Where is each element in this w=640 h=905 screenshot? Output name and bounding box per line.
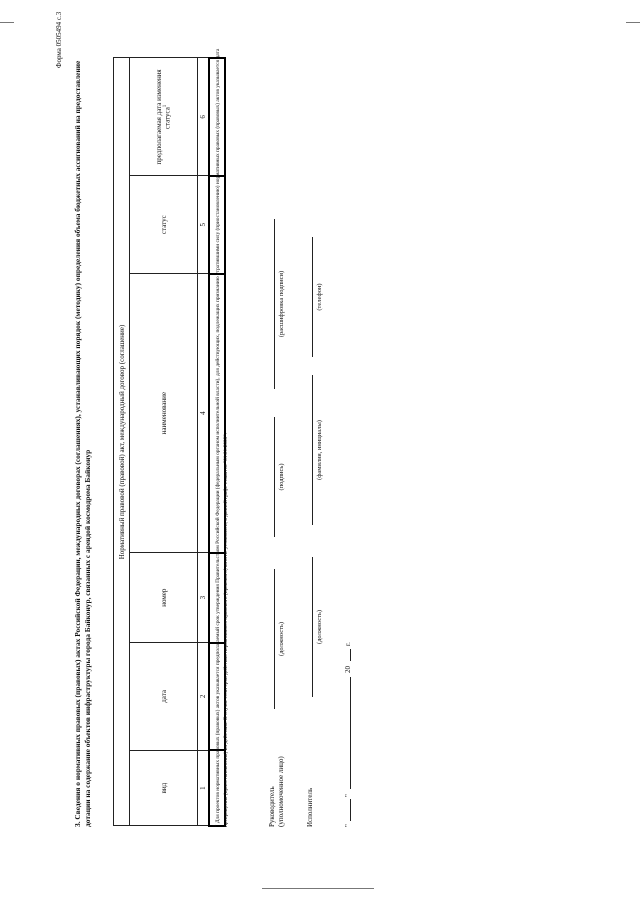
date-day-line[interactable] (350, 799, 351, 821)
executor-name-line[interactable] (312, 375, 313, 525)
footnote (212, 47, 230, 827)
table-group-header: Нормативный правовой (правовой) акт, международный договор (соглашение) (114, 58, 130, 826)
date-month-line[interactable] (350, 677, 351, 789)
date-close-quote: " (344, 794, 352, 797)
column-number: 5 (198, 176, 210, 274)
head-label: Руководитель (268, 786, 276, 827)
section-heading: 3. Сведения о нормативных правовых (правовых) актах Российской Федерации, международных договорах (соглашениях), устанавливающих порядок (методику) определения объема бюджетных ассигнований на предоставление дотации на содержание объектов инфраструктуры города Байконур, связанных с арендой космодрома Байконур (73, 60, 92, 827)
footnote-mark: 1 (163, 104, 169, 108)
executor-phone-caption: (телефон) (316, 283, 323, 311)
footnote-text: Для проектов нормативных правовых (правовых) актов указывается предполагаемый срок утверждения Правительством Российской Федерации (федеральным органом исполнительной власти), для действующих, подлежащих признанию утратившими силу (приостановлению) нормативных правовых (правовых) актов указывается дата прекращения (приостановления) их действия. В случае если срок действия нормативного правового (правового) акта не установлен, в данной графе ставится "01.01.2099". (214, 48, 229, 827)
head-position-line[interactable] (274, 569, 275, 709)
executor-phone-line[interactable] (312, 237, 313, 357)
column-number: 3 (198, 553, 210, 643)
footnote-number: 1 (213, 824, 218, 827)
column-number: 1 (198, 750, 210, 826)
column-header-status: статус (130, 176, 198, 274)
date-year-prefix: 20 (344, 666, 352, 673)
column-header-status-change-date-text: предполагаемая дата изменения статуса (155, 69, 172, 165)
executor-position-line[interactable] (312, 557, 313, 697)
head-decoding-line[interactable] (274, 219, 275, 389)
column-header-name: наименование (130, 274, 198, 553)
executor-name-caption: (фамилия, инициалы) (316, 420, 323, 480)
column-header-number: номер (130, 553, 198, 643)
executor-label: Исполнитель (306, 787, 314, 827)
column-number: 6 (198, 58, 210, 176)
executor-position-caption: (должность) (316, 609, 323, 645)
date-open-quote: " (344, 824, 352, 827)
acts-table (113, 57, 226, 827)
date-year-line[interactable] (350, 649, 351, 661)
head-position-caption: (должность) (278, 621, 285, 657)
date-year-suffix: г. (344, 642, 352, 646)
head-signature-caption: (подпись) (278, 463, 285, 491)
column-number: 4 (198, 274, 210, 553)
column-header-type: вид (130, 750, 198, 826)
head-decoding-caption: (расшифровка подписи) (278, 270, 285, 338)
head-label-authorized: (уполномоченное лицо) (277, 756, 285, 827)
head-signature-line[interactable] (274, 417, 275, 537)
column-number: 2 (198, 643, 210, 751)
signature-block (268, 47, 378, 827)
form-number: Форма 0505494 с.3 (55, 11, 63, 68)
column-header-date: дата (130, 643, 198, 751)
column-header-status-change-date (130, 58, 198, 176)
